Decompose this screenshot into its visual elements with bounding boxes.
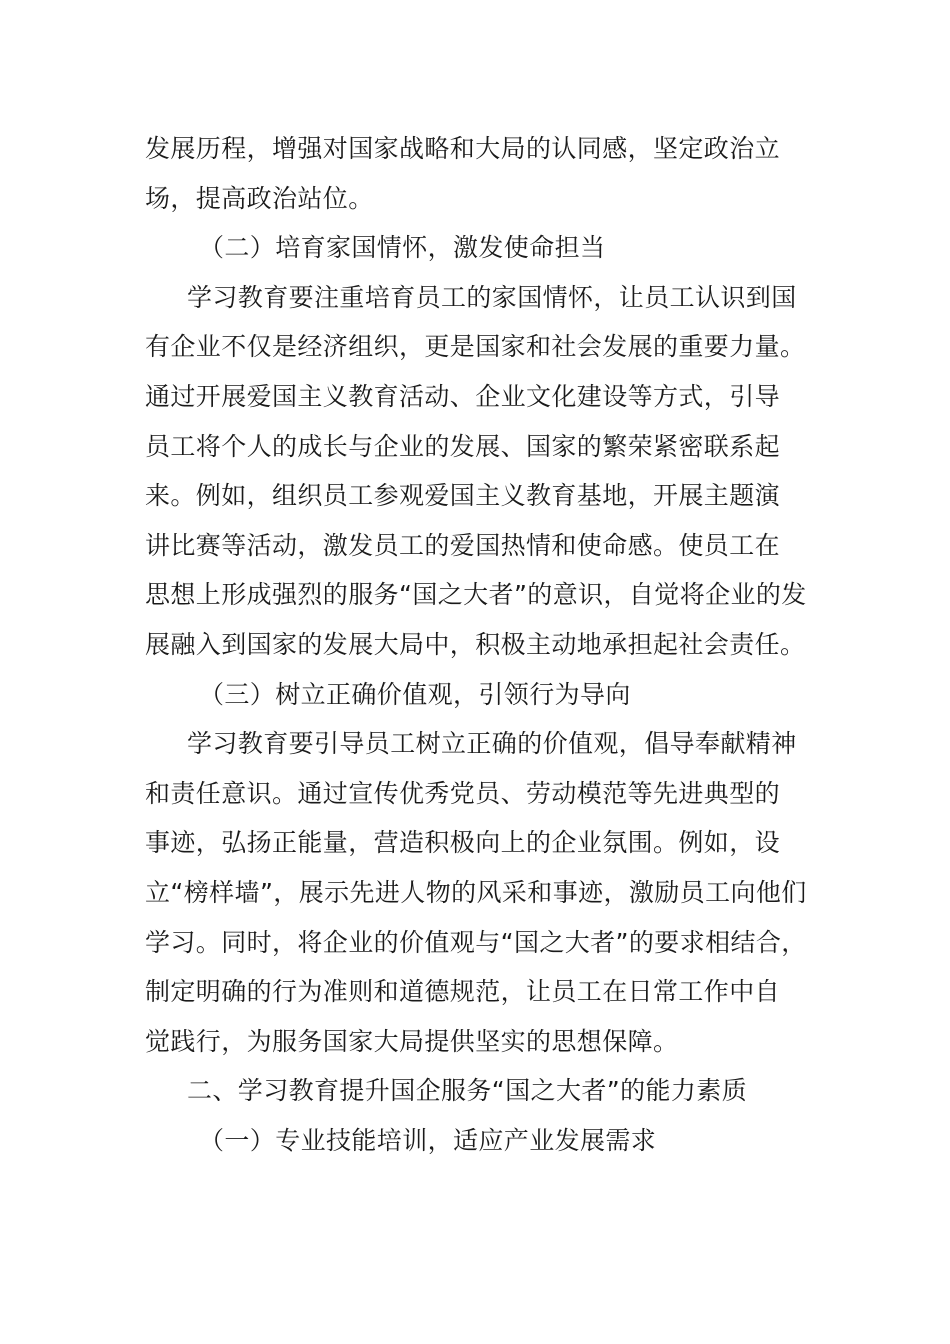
body-line: 讲比赛等活动，激发员工的爱国热情和使命感。使员工在	[145, 530, 781, 560]
body-line: 立“榜样墙”，展示先进人物的风采和事迹，激励员工向他们	[145, 877, 807, 907]
body-line: 有企业不仅是经济组织，更是国家和社会发展的重要力量。	[145, 332, 806, 362]
body-line: 员工将个人的成长与企业的发展、国家的繁荣紧密联系起	[145, 431, 781, 461]
body-line: 场，提高政治站位。	[145, 183, 374, 213]
body-line: 和责任意识。通过宣传优秀党员、劳动模范等先进典型的	[145, 778, 781, 808]
section-heading: 二、学习教育提升国企服务“国之大者”的能力素质	[187, 1076, 748, 1106]
subsection-heading: （一）专业技能培训，适应产业发展需求	[199, 1125, 657, 1155]
body-line: 思想上形成强烈的服务“国之大者”的意识，自觉将企业的发	[145, 580, 807, 610]
body-line: 事迹，弘扬正能量，营造积极向上的企业氛围。例如，设	[145, 828, 781, 858]
paragraph-first-line: 学习教育要引导员工树立正确的价值观，倡导奉献精神	[187, 729, 797, 759]
body-line: 学习。同时，将企业的价值观与“国之大者”的要求相结合，	[145, 927, 807, 957]
body-line: 发展历程，增强对国家战略和大局的认同感，坚定政治立	[145, 134, 781, 163]
subsection-heading: （三）树立正确价值观，引领行为导向	[199, 679, 631, 709]
body-line: 觉践行，为服务国家大局提供坚实的思想保障。	[145, 1026, 679, 1056]
body-line: 通过开展爱国主义教育活动、企业文化建设等方式，引导	[145, 381, 781, 411]
body-line: 来。例如，组织员工参观爱国主义教育基地，开展主题演	[145, 481, 781, 511]
document-body	[145, 124, 805, 1165]
subsection-heading: （二）培育家国情怀，激发使命担当	[199, 233, 606, 263]
body-line: 制定明确的行为准则和道德规范，让员工在日常工作中自	[145, 977, 781, 1007]
body-line: 展融入到国家的发展大局中，积极主动地承担起社会责任。	[145, 629, 806, 659]
paragraph-first-line: 学习教育要注重培育员工的家国情怀，让员工认识到国	[187, 282, 797, 312]
